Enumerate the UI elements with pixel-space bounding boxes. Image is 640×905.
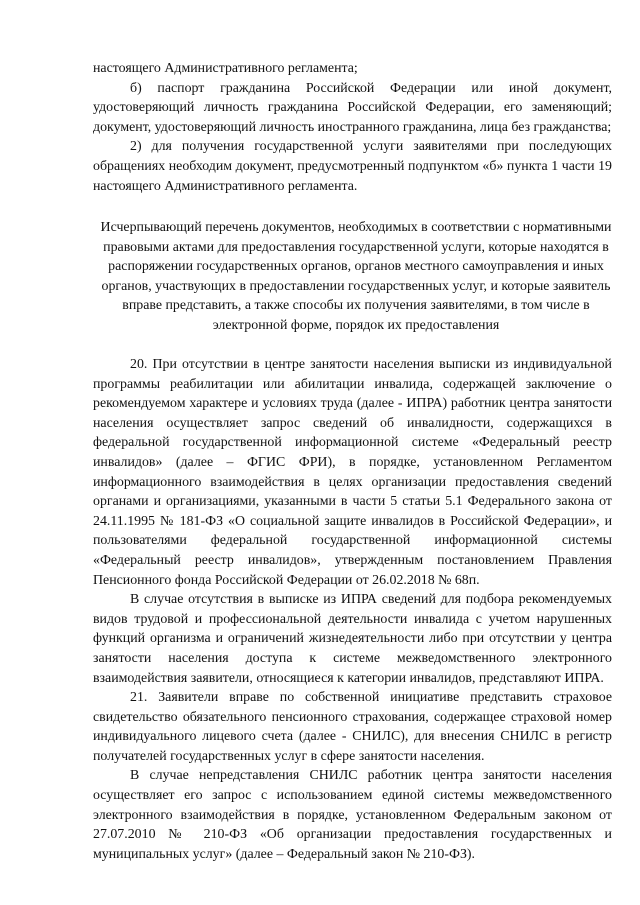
paragraph-continuation: настоящего Административного регламента; — [93, 61, 358, 76]
paragraph-subsequent-requests: 2) для получения государственной услуги заявителями при последующих обращениях необходим документ, предусмотренный подпунктом «б» пункта 1 части 19 настоящего Административного регламента. — [93, 139, 612, 194]
section-heading: Исчерпывающий перечень документов, необходимых в соответствии с нормативными правовыми актами для предоставления государственной услуги, которые находятся в распоряжении государственных органов, органов местного самоуправления и иных органов, участвующих в предоставлении государственных услуг, и которые заявитель вправе представить, а также способы их получения заявителями, в том числе в электронной форме, порядок их предоставления — [100, 220, 612, 333]
paragraph-passport: б) паспорт гражданина Российской Федерации или иной документ, удостоверяющий личность гражданина Российской Федерации, его заменяющий; документ, удостоверяющий личность иностранного гражданина, лица без гражданства; — [93, 80, 612, 135]
paragraph-snils-request: В случае непредставления СНИЛС работник центра занятости населения осуществляет его запрос с использованием единой системы межведомственного электронного взаимодействия в порядке, установленном Федеральным законом от 27.07.2010 № 210-ФЗ «Об организации предоставления государственных и муниципальных услуг» (далее – Федеральный закон № 210-ФЗ). — [93, 768, 612, 862]
paragraph-20: 20. При отсутствии в центре занятости населения выписки из индивидуальной программы реабилитации или абилитации инвалида, содержащей заключение о рекомендуемом характере и условиях труда (далее - ИПРА) работник центра занятости населения осуществляет запрос сведений об инвалидности, содержащихся в федеральной государственной информационной системе «Федеральный реестр инвалидов» (далее – ФГИС ФРИ), в порядке, установленном Регламентом информационного взаимодействия в целях организации предоставления сведений органами и организациями, указанными в части 5 статьи 5.1 Федерального закона от 24.11.1995 № 181-ФЗ «О социальной защите инвалидов в Российской Федерации», и пользователями федеральной государственной информационной системы «Федеральный реестр инвалидов», утвержденным постановлением Правления Пенсионного фонда Российской Федерации от 26.02.2018 № 68п. — [93, 357, 612, 588]
main-section — [93, 355, 612, 864]
paragraph-21: 21. Заявители вправе по собственной инициативе представить страховое свидетельство обязательного пенсионного страхования, содержащее страховой номер индивидуального лицевого счета (далее - СНИЛС), для внесения СНИЛС в регистр получателей государственных услуг в сфере занятости населения. — [93, 690, 612, 764]
intro-section — [93, 59, 612, 196]
paragraph-ipra-absence: В случае отсутствия в выписке из ИПРА сведений для подбора рекомендуемых видов трудовой и профессиональной деятельности инвалида с учетом нарушенных функций организма и ограничений жизнедеятельности либо при отсутствии у центра занятости населения доступа к системе межведомственного электронного взаимодействия заявители, относящиеся к категории инвалидов, представляют ИПРА. — [93, 592, 612, 686]
